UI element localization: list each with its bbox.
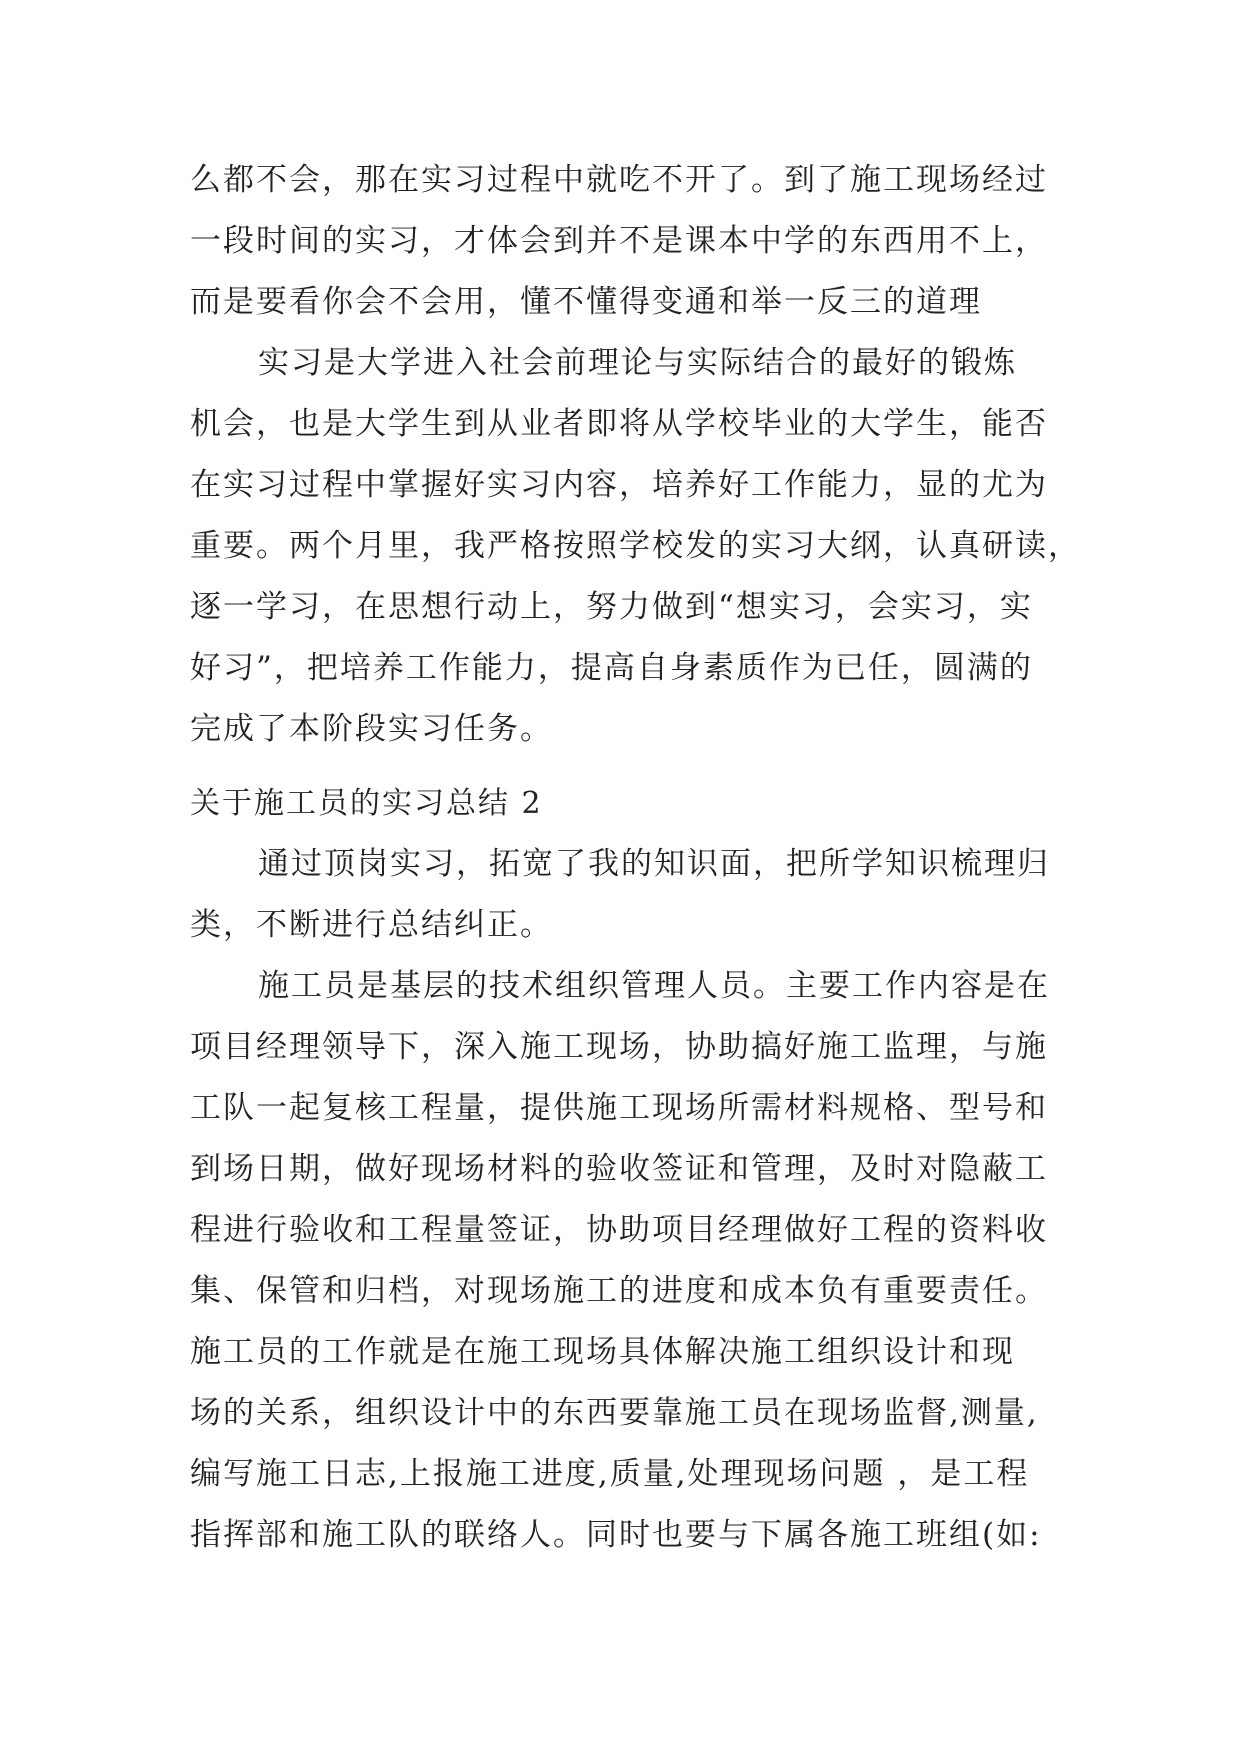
text-line: 而是要看你会不会用，懂不懂得变通和举一反三的道理 [190,284,982,320]
text-line: 完成了本阶段实习任务。 [190,711,553,747]
text-line: 编写施工日志,上报施工进度,质量,处理现场问题 ，是工程 [190,1456,1030,1492]
paragraph-first-line: 施工员是基层的技术组织管理人员。主要工作内容是在 [258,968,1050,1004]
text-line: 到场日期，做好现场材料的验收签证和管理，及时对隐蔽工 [190,1151,1048,1187]
text-line: 项目经理领导下，深入施工现场，协助搞好施工监理，与施 [190,1029,1048,1065]
paragraph-first-line: 通过顶岗实习，拓宽了我的知识面，把所学知识梳理归 [258,846,1050,882]
text-line: 逐一学习，在思想行动上，努力做到“想实习，会实习，实 [190,589,1033,625]
text-line: 一段时间的实习，才体会到并不是课本中学的东西用不上， [190,223,1048,259]
text-line: 集、保管和归档，对现场施工的进度和成本负有重要责任。 [190,1273,1048,1309]
text-line: 程进行验收和工程量签证，协助项目经理做好工程的资料收 [190,1212,1048,1248]
text-line: 机会，也是大学生到从业者即将从学校毕业的大学生，能否 [190,406,1048,442]
section-heading: 关于施工员的实习总结 2 [190,786,543,821]
text-line: 场的关系，组织设计中的东西要靠施工员在现场监督,测量, [190,1395,1039,1431]
text-block-lower [190,773,1060,1566]
text-line: 施工员的工作就是在施工现场具体解决施工组织设计和现 [190,1334,1015,1370]
text-line: 指挥部和施工队的联络人。同时也要与下属各施工班组(如: [190,1517,1042,1553]
text-line: 类，不断进行总结纠正。 [190,907,553,943]
text-block-upper [190,150,1081,760]
paragraph-first-line: 实习是大学进入社会前理论与实际结合的最好的锻炼 [258,345,1017,381]
text-line: 么都不会，那在实习过程中就吃不开了。到了施工现场经过 [190,162,1048,198]
text-line: 好习”，把培养工作能力，提高自身素质作为已任，圆满的 [190,650,1033,686]
text-line: 在实习过程中掌握好实习内容，培养好工作能力，显的尤为 [190,467,1048,503]
text-line: 重要。两个月里，我严格按照学校发的实习大纲，认真研读， [190,528,1081,564]
text-line: 工队一起复核工程量，提供施工现场所需材料规格、型号和 [190,1090,1048,1126]
